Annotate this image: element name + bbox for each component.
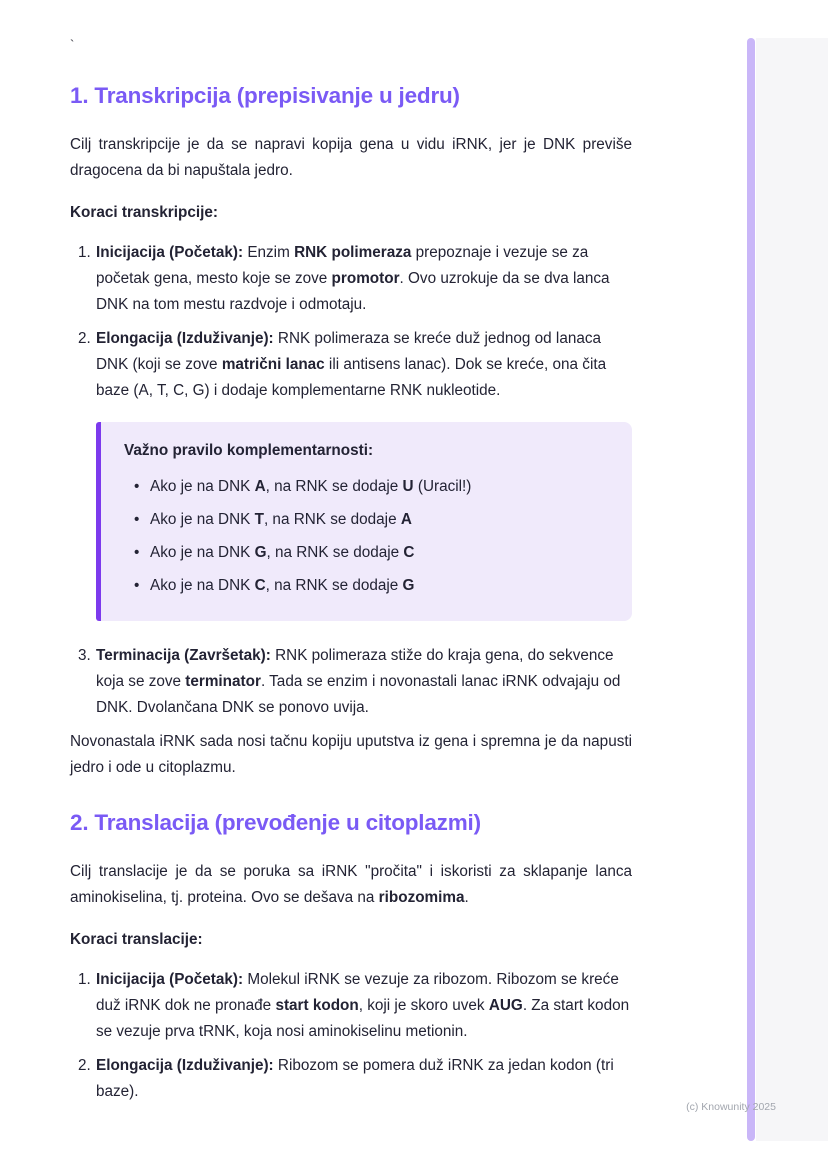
bullet-text: Ako je na DNK G, na RNK se dodaje C [150, 544, 415, 561]
list-item-text: Inicijacija (Početak): Molekul iRNK se vezuje za ribozom. Ribozom se kreće duž iRNK dok ne pronađe start kodon, koji je skoro uvek AUG. Za start kodon se vezuje prva tRNK, koja nosi aminokiselinu metionin. [96, 971, 630, 1040]
bullet-item [124, 540, 608, 566]
bullet-text: Ako je na DNK C, na RNK se dodaje G [150, 577, 415, 594]
list-item-3 [70, 643, 632, 721]
bullet-item [124, 507, 608, 533]
list-item-2 [70, 326, 632, 404]
list-item-1 [70, 967, 632, 1045]
list-item-text: Elongacija (Izduživanje): RNK polimeraza se kreće duž jednog od lanaca DNK (koji se zove matrični lanac ili antisens lanac). Dok se kreće, ona čita baze (A, T, C, G) i dodaje komplementarne RNK nukleotide. [96, 330, 607, 399]
list-item-2 [70, 1053, 632, 1105]
bullet-item [124, 573, 608, 599]
section2-steps-label: Koraci translacije: [70, 931, 203, 948]
bullet-marker: • [134, 544, 140, 561]
callout-box [96, 422, 632, 621]
watermark-text: (c) Knowunity 2025 [686, 1101, 776, 1113]
list-item-number: 3. [78, 647, 91, 664]
bullet-marker: • [134, 511, 140, 528]
list-item-text: Inicijacija (Početak): Enzim RNK polimeraza prepoznaje i vezuje se za početak gena, mesto koje se zove promotor. Ovo uzrokuje da se dva lanca DNK na tom mestu razdvoje i odmotaju. [96, 244, 610, 313]
bullet-text: Ako je na DNK A, na RNK se dodaje U (Uracil!) [150, 478, 472, 495]
section1-heading: 1. Transkripcija (prepisivanje u jedru) [70, 83, 460, 108]
section1-intro-paragraph: Cilj transkripcije je da se napravi kopija gena u vidu iRNK, jer je DNK previše dragocena da bi napuštala jedro. [70, 136, 632, 179]
page-edge-column [756, 38, 828, 1141]
section1-outro-paragraph: Novonastala iRNK sada nosi tačnu kopiju uputstva iz gena i spremna je da napusti jedro i ode u citoplazmu. [70, 733, 632, 776]
stray-backtick: ` [70, 37, 75, 52]
section1-steps-label: Koraci transkripcije: [70, 204, 218, 221]
section2-heading: 2. Translacija (prevođenje u citoplazmi) [70, 810, 481, 835]
list-item-number: 1. [78, 244, 91, 261]
callout-title: Važno pravilo komplementarnosti: [124, 442, 374, 459]
bullet-item [124, 474, 608, 500]
list-item-number: 2. [78, 330, 91, 347]
bullet-marker: • [134, 478, 140, 495]
bullet-text: Ako je na DNK T, na RNK se dodaje A [150, 511, 412, 528]
document-content [70, 36, 632, 1113]
list-item-number: 2. [78, 1057, 91, 1074]
page-edge-divider-bar [747, 38, 755, 1141]
list-item-text: Terminacija (Završetak): RNK polimeraza stiže do kraja gena, do sekvence koja se zove terminator. Tada se enzim i novonastali lanac iRNK odvajaju od DNK. Dvolančana DNK se ponovo uvija. [96, 647, 621, 716]
bullet-marker: • [134, 577, 140, 594]
list-item-1 [70, 240, 632, 318]
list-item-number: 1. [78, 971, 91, 988]
list-item-text: Elongacija (Izduživanje): Ribozom se pomera duž iRNK za jedan kodon (tri baze). [96, 1057, 614, 1100]
section2-intro-paragraph: Cilj translacije je da se poruka sa iRNK "pročita" i iskoristi za sklapanje lanca aminokiselina, tj. proteina. Ovo se dešava na ribozomima. [70, 863, 632, 906]
